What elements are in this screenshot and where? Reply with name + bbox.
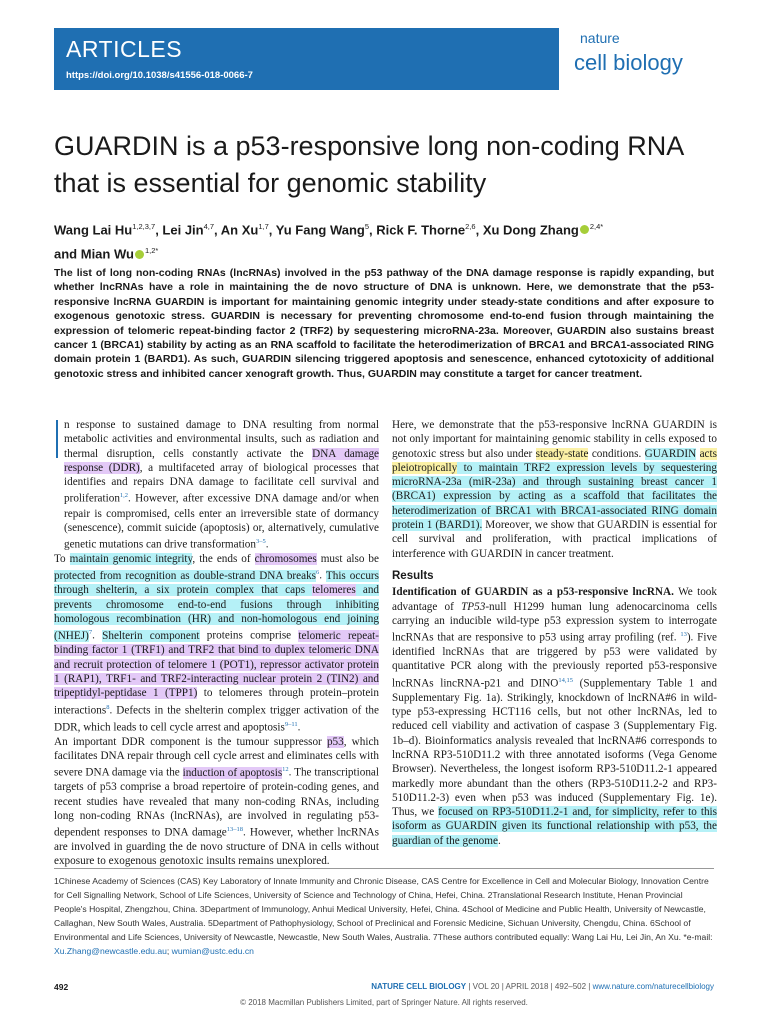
- author-name: Xu Dong Zhang: [482, 222, 579, 238]
- text-segment: , the ends of: [192, 553, 255, 566]
- text-segment: Identification of GUARDIN as a p53-responsive lncRNA.: [392, 586, 674, 599]
- text-segment: Here, we demonstrate that the p53-responsive lncRNA GUARDIN is not only important for maintaining genomic stability in cells exposed to genotoxic stress but also under: [392, 419, 717, 460]
- footer-journal-url[interactable]: www.nature.com/naturecellbiology: [592, 982, 714, 991]
- author-conjunction: and: [54, 246, 81, 262]
- right-column: [392, 418, 717, 848]
- text-segment: To: [54, 553, 70, 566]
- orcid-icon[interactable]: [580, 225, 589, 234]
- affiliations-footnote: [54, 874, 714, 958]
- author-affiliation-ref: 2,6: [465, 222, 476, 231]
- text-segment: (Supplementary Table 1 and Supplementary Fig. 1a). Strikingly, knockdown of lncRNA#6 in wild-type p53-expressing HCT116 cells, but not other lncRNAs, led to reduced cell viability and activation of caspase 3 (Supplementary Fig. 1b–d). Bioinformatics analysis revealed that lncRNA#6 corresponds to lncRNA RP3-510D11.2 with three annotated isoforms (Vega Genome Browser). Nevertheless, the longest isoform RP3-510D11.2-1 appeared markedly more abundant than the others (RP3-510D11.2-2 and RP3-510D11.2-3) even when p53 was induced (Supplementary Fig. 1e). Thus, we: [392, 677, 717, 819]
- text-segment: , which facilitates DNA repair through cell cycle arrest and eliminates cells with severe DNA damage via the: [54, 735, 379, 779]
- abstract: The list of long non-coding RNAs (lncRNAs) involved in the p53 pathway of the DNA damage response is rapidly expanding, but whether lncRNAs have a role in maintaining the de novo structure of DNA is unknown. Here, we demonstrate that the p53-responsive lncRNA GUARDIN is important for maintaining genomic integrity under steady-state conditions and after exposure to exogenous genotoxic stress. GUARDIN is necessary for preventing chromosome end-to-end fusion through maintaining the expression of telomeric repeat-binding factor 2 (TRF2) by sequestering microRNA-23a. Moreover, GUARDIN also sustains breast cancer 1 (BRCA1) stability by acting as an RNA scaffold to facilitate the heterodimerization of BRCA1 and BRCA1-associated RING domain protein 1 (BARD1). As such, GUARDIN silencing triggered apoptosis and senescence, enhanced cytotoxicity of additional genotoxic stress and inhibited cancer xenograft growth. Thus, GUARDIN may constitute a target for cancer treatment.: [54, 267, 714, 380]
- text-segment: proteins comprise: [199, 630, 299, 643]
- orcid-icon[interactable]: [135, 250, 144, 259]
- text-segment: We took advantage of: [392, 586, 717, 613]
- citation-ref[interactable]: 13–18: [226, 826, 244, 834]
- affiliations-text: 1Chinese Academy of Sciences (CAS) Key Laboratory of Innate Immunity and Chronic Disease, CAS Centre for Excellence in Cell and Molecular Biology, Innovation Centre for Cell Signalling Network, School of Life Sciences, University of Science and Technology of China, Hefei, China. 2Translational Research Institute, Henan Provincial People's Hospital, Zhengzhou, China. 3Department of Immunology, Anhui Medical University, Hefei, China. 4School of Medicine and Public Health, University of Newcastle, Callaghan, New South Wales, Australia. 5Department of Pathophysiology, School of Preclinical and Forensic Medicine, Sichuan University, Chengdu, China. 6School of Environmental and Life Sciences, University of Newcastle, Newcastle, New South Wales, Australia. 7These authors contributed equally: Wang Lai Hu, Lei Jin, An Xu. *e-mail:: [54, 876, 713, 942]
- highlighted-text: Shelterin component: [102, 630, 200, 643]
- highlighted-text: This occurs through shelterin, a six protein complex that caps: [54, 570, 379, 597]
- footer-issue-details: | VOL 20 | APRIL 2018 | 492–502 |: [466, 982, 593, 991]
- author-name: Yu Fang Wang: [275, 222, 365, 238]
- text-segment: .: [497, 834, 501, 847]
- copyright-notice: © 2018 Macmillan Publishers Limited, part of Springer Nature. All rights reserved.: [240, 998, 528, 1007]
- author-affiliation-ref: 1,7: [258, 222, 269, 231]
- text-segment: .: [92, 630, 103, 643]
- citation-ref[interactable]: 7: [88, 629, 93, 637]
- intro-paragraph-2: [54, 552, 379, 735]
- text-segment: n response to sustained damage to DNA resulting from normal metabolic activities and environmental insults, such as radiation and thermal disruption, cells constantly activate the: [64, 419, 379, 460]
- intro-paragraph-4: [392, 418, 717, 561]
- text-segment: conditions.: [588, 447, 645, 460]
- page-number: 492: [54, 982, 69, 992]
- author-name: Mian Wu: [80, 246, 134, 262]
- section-label: ARTICLES: [66, 36, 183, 62]
- text-segment: must also be: [316, 553, 379, 566]
- text-segment: . The transcriptional targets of p53 comprise a broad repertoire of protein-coding genes, and recent studies have revealed that many non-coding RNAs, including long non-coding RNAs (lncRNAs), are involved in regulating p53-dependent responses to DNA damage: [54, 766, 379, 839]
- email-separator: ;: [166, 946, 172, 956]
- footer-journal-info: [370, 982, 714, 991]
- author-affiliation-ref: 2,4*: [589, 222, 604, 231]
- highlighted-text: chromosomes: [254, 553, 317, 566]
- citation-ref[interactable]: 9–11: [284, 720, 298, 728]
- text-segment: -null H1299 human lung adenocarcinoma cells carrying an inducible wild-type p53 expression system to interrogate lncRNAs that are responsive to p53 using array profiling (ref.: [392, 600, 717, 644]
- citation-ref[interactable]: 12: [282, 766, 289, 774]
- author-affiliation-ref: 4,7: [203, 222, 215, 231]
- footnote-divider: [54, 868, 714, 869]
- citation-ref[interactable]: 3–5: [256, 538, 266, 546]
- text-segment: to telomeres through protein–protein interactions: [54, 687, 379, 717]
- author-affiliation-ref: 1,2*: [144, 246, 159, 256]
- results-heading: Results: [392, 569, 434, 582]
- text-segment: , a multifaceted array of biological processes that identifies and repairs DNA damage to facilitate cell survival and proliferation: [64, 461, 380, 506]
- text-segment: .: [265, 538, 269, 551]
- citation-ref[interactable]: 13: [680, 631, 687, 639]
- text-segment: Moreover, we show that GUARDIN is essential for cell survival and proliferation, with practical implications of interference with GUARDIN in cancer treatment.: [392, 519, 717, 560]
- journal-logo-small: nature: [580, 30, 620, 46]
- author-affiliation-ref: 1,2,3,7: [132, 222, 156, 231]
- left-column: [54, 418, 379, 869]
- email-link-wu[interactable]: wumian@ustc.edu.cn: [171, 946, 254, 956]
- highlighted-text: to maintain TRF2 expression levels by sequestering microRNA-23a (miR-23a) and through sustaining breast cancer 1 (BRCA1) expression by acting as a scaffold that facilitates the heterodimerization of BRCA1 with BRCA1-associated RING domain protein 1 (BARD1).: [392, 461, 717, 532]
- citation-ref[interactable]: 8: [106, 703, 110, 711]
- highlighted-text: acts pleiotropically: [392, 447, 717, 474]
- text-segment: . However, after excessive DNA damage and/or when repair is compromised, cells enter an irreversible state of dormancy (senescence), commit suicide (apoptosis) or, alternatively, cumulative genetic mutations can drive transformation: [64, 493, 379, 551]
- text-segment: . However, whether lncRNAs are involved in guarding the de novo structure of DNA in cells without exposure to exogenous genotoxic insults remains unexplored.: [54, 826, 379, 868]
- highlighted-text: GUARDIN: [644, 447, 697, 460]
- text-segment: .: [297, 721, 301, 734]
- article-title: GUARDIN is a p53-responsive long non-coding RNA that is essential for genomic stability: [54, 131, 683, 198]
- text-segment: TP53: [461, 600, 486, 613]
- highlighted-text: focused on RP3-510D11.2-1 and, for simplicity, refer to this isoform as GUARDIN given its functional relationship with p53, the guardian of the genome: [392, 806, 717, 847]
- text-segment: . Defects in the shelterin complex trigger activation of the DDR, which leads to cell cycle arrest and apoptosis: [54, 704, 379, 734]
- highlighted-text: p53: [326, 735, 344, 748]
- intro-paragraph-1: [54, 418, 379, 552]
- citation-ref[interactable]: 1,2: [119, 492, 129, 500]
- email-link-zhang[interactable]: Xu.Zhang@newcastle.edu.au: [54, 946, 167, 956]
- intro-paragraph-3: [54, 735, 379, 869]
- text-segment: ). Five identified lncRNAs that are triggered by p53 were validated by quantitative PCR along with the previously reported p53-responsive lncRNAs lincRNA-p21 and DINO: [392, 631, 718, 690]
- footer-journal-name: NATURE CELL BIOLOGY: [371, 982, 467, 991]
- highlighted-text: protected from recognition as double-strand DNA breaks: [54, 570, 317, 583]
- text-segment: An important DDR component is the tumour suppressor: [54, 735, 327, 748]
- highlighted-text: telomeric repeat-binding factor 1 (TRF1) and TRF2 that bind to duplex telomeric DNA and recruit protection of telomere 1 (POT1), repressor activator protein 1 (RAP1), TRF1- and TRF2-interacting nuclear protein 2 (TIN2) and tripeptidyl-peptidase 1 (TPP1): [54, 630, 379, 700]
- author-name: Wang Lai Hu: [54, 222, 133, 238]
- author-affiliation-ref: 5: [364, 222, 370, 231]
- citation-ref[interactable]: 6: [316, 569, 320, 577]
- text-segment: .: [319, 570, 326, 583]
- highlighted-text: telomeres: [312, 584, 356, 597]
- doi-link[interactable]: https://doi.org/10.1038/s41556-018-0066-7: [66, 70, 253, 81]
- journal-logo-big: cell biology: [574, 50, 683, 75]
- highlighted-text: maintain genomic integrity: [69, 553, 193, 566]
- results-paragraph-1: [392, 585, 717, 848]
- highlighted-text: steady-state: [535, 447, 589, 460]
- highlighted-text: DNA damage response (DDR): [64, 447, 380, 474]
- author-name: Lei Jin: [162, 222, 204, 238]
- author-name: Rick F. Thorne: [376, 222, 466, 238]
- highlighted-text: and prevents chromosome end-to-end fusions through inhibiting homologous recombination (HR) and non-homologous end joining (NHEJ): [54, 584, 380, 643]
- citation-ref[interactable]: 14,15: [558, 676, 574, 684]
- highlighted-text: induction of apoptosis: [182, 766, 283, 779]
- author-name: An Xu: [220, 222, 259, 238]
- author-list: Wang Lai Hu$^{1,2,3,7}$, Lei Jin$^{4,7}$, An Xu$^{1,7}$, Yu Fang Wang$^5$, Rick F. Thorne$^{2,6}$, Xu Dong Zhang $^{2,4*}$ and Mian Wu $^{1,2*}$: [54, 222, 604, 262]
